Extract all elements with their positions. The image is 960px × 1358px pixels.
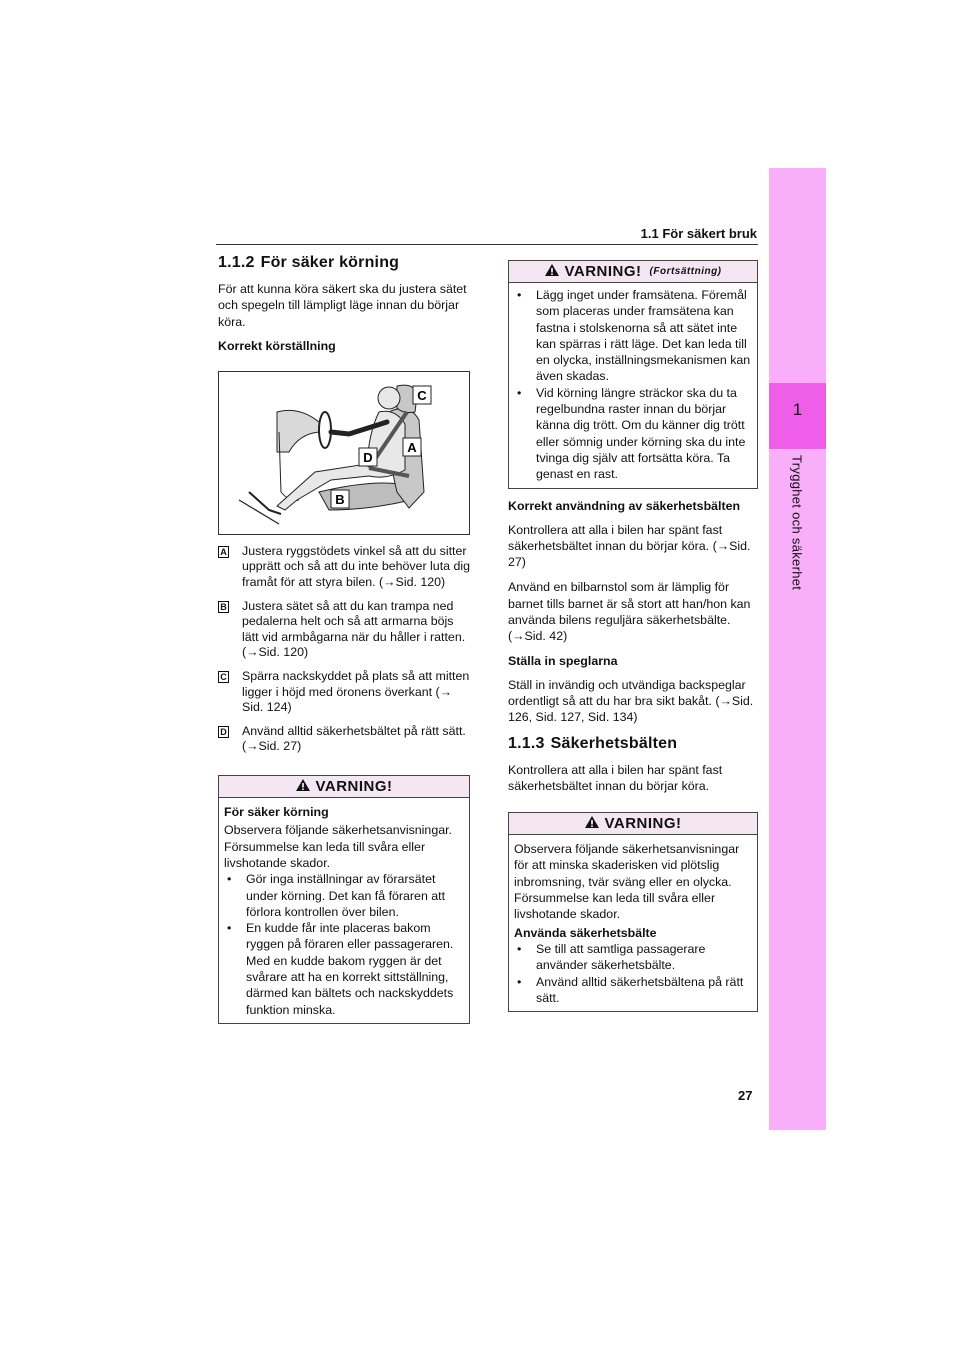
warning-title: VARNING! xyxy=(509,813,757,835)
driver-seat-drawing xyxy=(219,372,470,535)
svg-text:D: D xyxy=(363,449,373,465)
seatbelts-paragraph: Kontrollera att alla i bilen har spänt fast säkerhetsbältet innan du börjar köra. xyxy=(508,762,723,793)
chapter-number: 1 xyxy=(792,400,803,419)
seatbelt-paragraph: Kontrollera att alla i bilen har spänt fast säkerhetsbältet innan du börjar köra. (→Sid. 27) xyxy=(508,522,751,570)
label-d xyxy=(359,448,377,466)
chapter-title: Trygghet och säkerhet xyxy=(789,455,805,591)
driving-position-illustration xyxy=(218,371,470,535)
warning-title-continued: VARNING! (Fortsättning) xyxy=(509,261,757,283)
warning-box-continued xyxy=(508,260,758,489)
svg-text:A: A xyxy=(407,439,417,455)
section-heading-1-1-3: 1.1.3 Säkerhetsbälten xyxy=(508,734,678,752)
warning-box-safe-driving xyxy=(218,775,470,1024)
mirror-paragraph: Ställ in invändig och utvändiga backspeglar ordentligt så att du har bra sikt bakåt. (→Sid. 126, Sid. 127, Sid. 134) xyxy=(508,677,754,725)
subheading-mirrors: Ställa in speglarna xyxy=(508,653,618,668)
warning-box-seatbelts xyxy=(508,812,758,1012)
subheading-seatbelt-use: Korrekt användning av säkerhetsbälten xyxy=(508,498,741,513)
svg-text:C: C xyxy=(417,387,427,403)
warning-bullet: • Gör inga inställningar av förarsätet under körning. Det kan få föraren att förlora kontrollen över bilen. xyxy=(227,872,446,919)
warning-bullet: • Vid körning längre sträckor ska du ta regelbundna raster innan du börjar känna dig trött. Om du känner dig trött eller sömnig under körning ska du inte tvinga dig själv att fortsätta köra. Ta genast en rast. xyxy=(517,385,746,482)
left-column xyxy=(218,254,470,1036)
page-number: 27 xyxy=(738,1088,753,1103)
warning-body-continued xyxy=(509,283,757,488)
warning-body: Observera följande säkerhetsanvisningar för att minska skaderisken vid plötslig inbromsning, tvär sväng eller en olycka. Försummelse kan leda till svåra eller livshotande skador. Använda säkerhetsbälte • Se till att samtliga passagerare använder säkerhetsbälte. • Använd alltid säkerhetsbältena på rätt sätt. xyxy=(509,835,757,1011)
warning-bullet: • Använd alltid säkerhetsbältena på rätt sätt. xyxy=(517,974,744,1005)
warning-body: För säker körning Observera följande säkerhetsanvisningar. Försummelse kan leda till svåra eller livshotande skador. • Gör inga inställningar av förarsätet under körning. Det kan få föraren att förlora kontrollen över bilen. • En kudde får inte placeras bakom ryggen på föraren eller passageraren. Med en kudde bakom ryggen är det svårare att ha en korrekt sittställning, därmed kan bältets och nackskyddets funktion minska. xyxy=(219,798,469,1023)
child-seat-paragraph: Använd en bilbarnstol som är lämplig för barnet tills barnet är så stort att han/hon kan använda bilens reguljära säkerhetsbälte. (→Sid. 42) xyxy=(508,580,751,644)
warning-triangle-icon xyxy=(584,815,600,833)
svg-text:B: B xyxy=(335,491,345,507)
running-header: 1.1 För säkert bruk xyxy=(640,226,757,241)
warning-bullet: • Lägg inget under framsätena. Föremål som placeras under framsätena kan fastna i stolskenorna så att sätet inte kan spärras i rätt läge. Det kan leda till en olycka, inställningsmekanismen kan även skadas. xyxy=(517,288,751,384)
callout-d: D Använd alltid säkerhetsbältet på rätt sätt. (→Sid. 27) xyxy=(218,724,470,755)
callout-c: C Spärra nackskyddet på plats så att mitten ligger i höjd med öronens överkant (→ Sid. 124) xyxy=(218,669,470,716)
intro-paragraph: För att kunna köra säkert ska du justera sätet och spegeln till lämpligt läge innan du börjar köra. xyxy=(218,282,467,329)
section-heading-1-1-2: 1.1.2 För säker körning xyxy=(218,254,400,271)
label-c xyxy=(413,386,431,404)
chapter-tab xyxy=(769,168,826,1130)
right-column xyxy=(508,260,758,1024)
warning-title: VARNING! xyxy=(219,776,469,798)
warning-triangle-icon xyxy=(544,263,560,281)
warning-bullet: • Se till att samtliga passagerare använder säkerhetsbälte. xyxy=(517,941,706,973)
header-rule xyxy=(216,244,758,245)
warning-triangle-icon xyxy=(295,778,311,796)
callout-b: B Justera sätet så att du kan trampa ned pedalerna helt och så att armarna böjs lätt vid armbågarna när du håller i ratten. (→Sid. 120) xyxy=(218,599,470,661)
label-a xyxy=(403,438,421,456)
label-b xyxy=(331,490,349,508)
warning-bullet: • En kudde får inte placeras bakom ryggen på föraren eller passageraren. Med en kudde bakom ryggen är det svårare att ha en korrekt sittställning, därmed kan bältets och nackskyddets funktion minska. xyxy=(227,921,454,1017)
subheading-driving-position: Korrekt körställning xyxy=(218,338,336,353)
callout-a: A Justera ryggstödets vinkel så att du sitter upprätt och så att du inte behöver luta dig framåt för att styra bilen. (→Sid. 120) xyxy=(218,544,470,591)
